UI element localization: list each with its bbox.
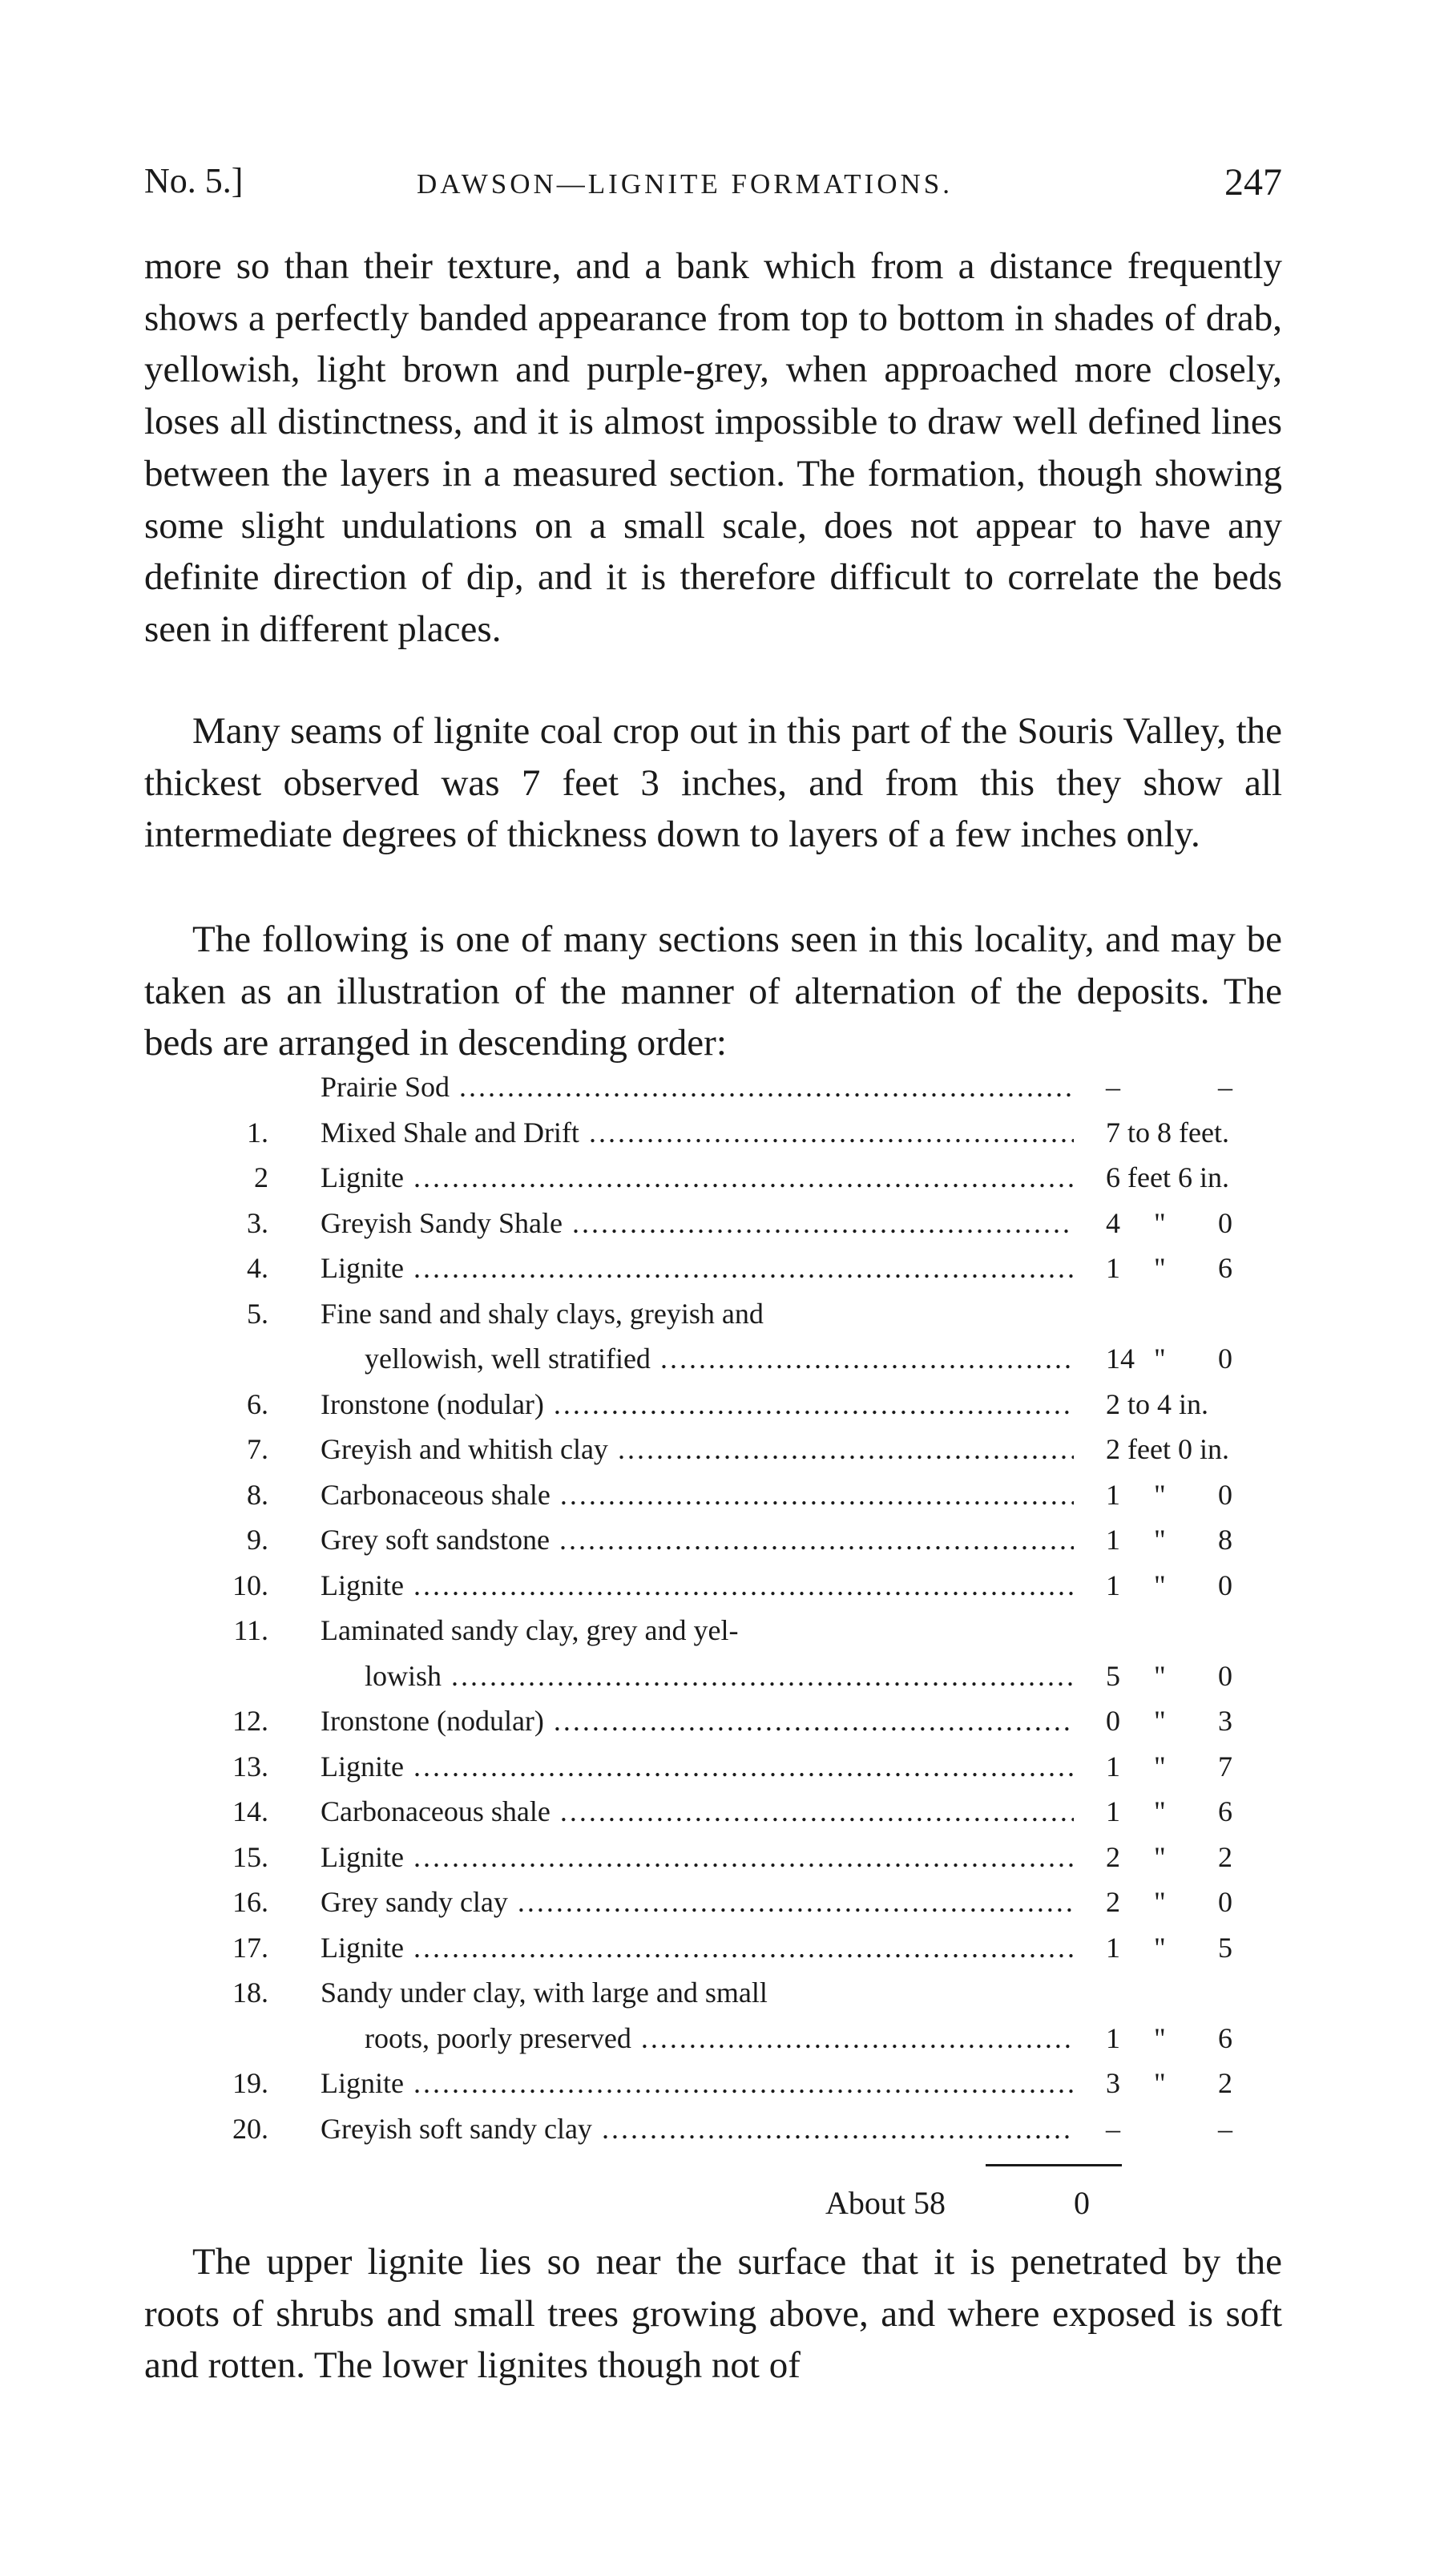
paragraph bbox=[144, 2236, 1282, 2392]
bed-number: 6. bbox=[247, 1387, 268, 1420]
paragraph bbox=[144, 705, 1282, 861]
thickness-feet: 1 bbox=[1106, 1478, 1120, 1511]
bed-description: Lignite ..... bbox=[321, 1840, 1074, 1874]
thickness-inches: – bbox=[1218, 2112, 1232, 2145]
thickness-feet: 6 feet 6 in. bbox=[1106, 1161, 1229, 1193]
page-number: 247 bbox=[1224, 161, 1282, 204]
bed-description: Lignite ..... bbox=[321, 1750, 1074, 1783]
bed-description: Lignite ..... bbox=[321, 1569, 1074, 1602]
table-row bbox=[144, 1297, 1282, 1387]
thickness-inches: 0 bbox=[1218, 1569, 1232, 1601]
thickness-feet: 1 bbox=[1106, 1931, 1120, 1964]
bed-description-continued: yellowish, well stratified ..... bbox=[365, 1342, 1074, 1375]
bed-number: 2 bbox=[254, 1161, 268, 1193]
thickness-inches: 0 bbox=[1218, 1343, 1232, 1375]
thickness-inches: 0 bbox=[1218, 1478, 1232, 1511]
bed-description: Fine sand and shaly clays, greyish and bbox=[321, 1297, 764, 1330]
bed-number: 3. bbox=[247, 1206, 268, 1239]
bed-description: Laminated sandy clay, grey and yel- bbox=[321, 1614, 739, 1646]
table-row bbox=[144, 2112, 1282, 2157]
bed-number: 5. bbox=[247, 1297, 268, 1330]
bed-description: Lignite ..... bbox=[321, 1931, 1074, 1964]
thickness-feet: 5 bbox=[1106, 1659, 1120, 1692]
bed-description: Greyish Sandy Shale ..... bbox=[321, 1206, 1074, 1240]
thickness-inches: 5 bbox=[1218, 1931, 1232, 1964]
thickness-feet: 1 bbox=[1106, 2021, 1120, 2054]
ditto-mark: " bbox=[1154, 1206, 1166, 1239]
bed-description-continued: lowish ..... bbox=[365, 1659, 1074, 1693]
table-row bbox=[144, 1116, 1282, 1161]
ditto-mark: " bbox=[1154, 2021, 1166, 2054]
thickness-inches: 6 bbox=[1218, 1795, 1232, 1827]
bed-description: Carbonaceous shale ..... bbox=[321, 1795, 1074, 1828]
table-row bbox=[144, 1704, 1282, 1749]
bed-description: Lignite ..... bbox=[321, 1251, 1074, 1285]
table-row bbox=[144, 1569, 1282, 1613]
ditto-mark: " bbox=[1154, 1252, 1166, 1284]
thickness-feet: 14 bbox=[1106, 1343, 1135, 1375]
paragraph-text: The upper lignite lies so near the surface that it is penetrated by the roots of shrubs and small trees growing above, and where exposed is soft and rotten. The lower lignites though not of bbox=[144, 2241, 1282, 2387]
total-inches: 0 bbox=[1074, 2185, 1090, 2221]
bed-number: 1. bbox=[247, 1116, 268, 1149]
paragraph-text: Many seams of lignite coal crop out in this part of the Souris Valley, the thickest observed was 7 feet 3 inches, and from this they show all intermediate degrees of thickness down to layers of a few inches only. bbox=[144, 710, 1282, 856]
bed-description-continued: roots, poorly preserved ..... bbox=[365, 2021, 1074, 2055]
thickness-feet: 0 bbox=[1106, 1705, 1120, 1737]
thickness-inches: 7 bbox=[1218, 1750, 1232, 1783]
thickness-feet: 2 feet 0 in. bbox=[1106, 1433, 1229, 1465]
thickness-inches: 2 bbox=[1218, 2067, 1232, 2099]
issue-number: No. 5.] bbox=[144, 161, 244, 200]
paragraph-text: more so than their texture, and a bank which from a distance frequently shows a perfectly banded appearance from top to bottom in shades of drab, yellowish, light brown and purple-grey, when approached more closely, loses all distinctness, and it is almost impossible to draw well defined lines between the layers in a measured section. The formation, though showing some slight undulations on a small scale, does not appear to have any definite direction of dip, and it is therefore difficult to correlate the beds seen in different places. bbox=[144, 245, 1282, 650]
bed-description: Lignite ..... bbox=[321, 2066, 1074, 2100]
bed-number: 4. bbox=[247, 1252, 268, 1284]
sum-rule bbox=[986, 2164, 1122, 2166]
table-row bbox=[144, 1387, 1282, 1432]
bed-description: Grey sandy clay ..... bbox=[321, 1885, 1074, 1919]
bed-description: Greyish soft sandy clay ..... bbox=[321, 2112, 1074, 2146]
thickness-feet: 7 to 8 feet. bbox=[1106, 1116, 1229, 1149]
thickness-feet: 3 bbox=[1106, 2067, 1120, 2099]
bed-number: 19. bbox=[232, 2067, 268, 2099]
ditto-mark: " bbox=[1154, 1524, 1166, 1556]
table-row bbox=[144, 1931, 1282, 1976]
bed-number: 12. bbox=[232, 1705, 268, 1737]
ditto-mark: " bbox=[1154, 1659, 1166, 1692]
table-row bbox=[144, 2066, 1282, 2111]
thickness-inches: – bbox=[1218, 1071, 1232, 1103]
table-row bbox=[144, 1432, 1282, 1477]
thickness-feet: 4 bbox=[1106, 1206, 1120, 1239]
table-row bbox=[144, 1885, 1282, 1930]
table-row bbox=[144, 1613, 1282, 1704]
thickness-inches: 2 bbox=[1218, 1840, 1232, 1873]
thickness-inches: 8 bbox=[1218, 1524, 1232, 1556]
thickness-inches: 0 bbox=[1218, 1886, 1232, 1918]
running-header bbox=[144, 160, 1282, 216]
bed-description: Carbonaceous shale ..... bbox=[321, 1478, 1074, 1512]
paragraph-text: The following is one of many sections seen in this locality, and may be taken as an illustration of the manner of alternation of the deposits. The beds are arranged in descending order: bbox=[144, 919, 1282, 1064]
bed-number: 16. bbox=[232, 1886, 268, 1918]
table-row bbox=[144, 1161, 1282, 1205]
ditto-mark: " bbox=[1154, 1795, 1166, 1827]
thickness-feet: 1 bbox=[1106, 1569, 1120, 1601]
bed-description: Ironstone (nodular) ..... bbox=[321, 1704, 1074, 1738]
table-row bbox=[144, 1251, 1282, 1296]
bed-description: Grey soft sandstone ..... bbox=[321, 1523, 1074, 1557]
ditto-mark: " bbox=[1154, 1886, 1166, 1918]
thickness-feet: 1 bbox=[1106, 1750, 1120, 1783]
bed-number: 20. bbox=[232, 2112, 268, 2145]
bed-description: Prairie Sod ..... bbox=[321, 1070, 1074, 1104]
bed-number: 9. bbox=[247, 1524, 268, 1556]
table-row bbox=[144, 1840, 1282, 1885]
bed-description: Ironstone (nodular) ..... bbox=[321, 1387, 1074, 1421]
table-row bbox=[144, 1478, 1282, 1523]
thickness-inches: 0 bbox=[1218, 1659, 1232, 1692]
thickness-inches: 3 bbox=[1218, 1705, 1232, 1737]
table-row bbox=[144, 1206, 1282, 1251]
bed-number: 18. bbox=[232, 1976, 268, 2009]
bed-description: Sandy under clay, with large and small bbox=[321, 1976, 768, 2009]
thickness-feet: 2 bbox=[1106, 1840, 1120, 1873]
bed-number: 15. bbox=[232, 1840, 268, 1873]
thickness-feet: 2 to 4 in. bbox=[1106, 1387, 1209, 1420]
table-row bbox=[144, 1976, 1282, 2066]
bed-description: Lignite ..... bbox=[321, 1161, 1074, 1194]
thickness-feet: – bbox=[1106, 1071, 1120, 1103]
total-label: About 58 bbox=[825, 2185, 946, 2221]
paragraph bbox=[144, 240, 1282, 656]
thickness-inches: 0 bbox=[1218, 1206, 1232, 1239]
section-total bbox=[825, 2184, 1146, 2222]
thickness-inches: 6 bbox=[1218, 2021, 1232, 2054]
ditto-mark: " bbox=[1154, 1840, 1166, 1873]
thickness-feet: 1 bbox=[1106, 1524, 1120, 1556]
thickness-feet: 2 bbox=[1106, 1886, 1120, 1918]
bed-number: 17. bbox=[232, 1931, 268, 1964]
bed-number: 7. bbox=[247, 1433, 268, 1465]
table-row bbox=[144, 1070, 1282, 1115]
ditto-mark: " bbox=[1154, 1931, 1166, 1964]
ditto-mark: " bbox=[1154, 1750, 1166, 1783]
bed-description: Greyish and whitish clay ..... bbox=[321, 1432, 1074, 1466]
thickness-feet: 1 bbox=[1106, 1252, 1120, 1284]
thickness-feet: – bbox=[1106, 2112, 1120, 2145]
bed-number: 8. bbox=[247, 1478, 268, 1511]
table-row bbox=[144, 1523, 1282, 1568]
ditto-mark: " bbox=[1154, 1705, 1166, 1737]
bed-number: 10. bbox=[232, 1569, 268, 1601]
bed-number: 13. bbox=[232, 1750, 268, 1783]
running-title: DAWSON—LIGNITE FORMATIONS. bbox=[417, 168, 953, 200]
ditto-mark: " bbox=[1154, 1478, 1166, 1511]
ditto-mark: " bbox=[1154, 2067, 1166, 2099]
paragraph bbox=[144, 914, 1282, 1069]
ditto-mark: " bbox=[1154, 1569, 1166, 1601]
bed-description: Mixed Shale and Drift ..... bbox=[321, 1116, 1074, 1149]
ditto-mark: " bbox=[1154, 1343, 1166, 1375]
table-row bbox=[144, 1795, 1282, 1839]
bed-number: 11. bbox=[233, 1614, 268, 1646]
thickness-feet: 1 bbox=[1106, 1795, 1120, 1827]
bed-number: 14. bbox=[232, 1795, 268, 1827]
thickness-inches: 6 bbox=[1218, 1252, 1232, 1284]
table-row bbox=[144, 1750, 1282, 1795]
